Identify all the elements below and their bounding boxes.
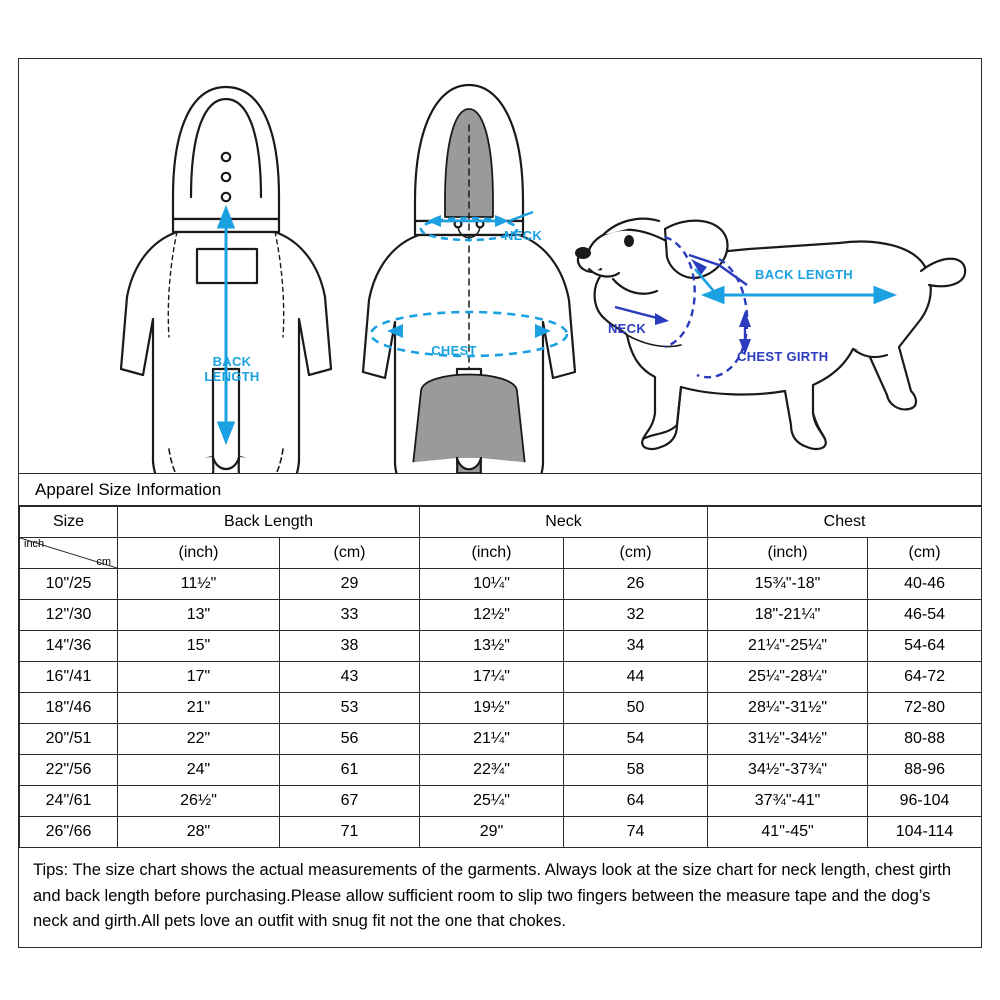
cell-chest-inch: 21¼"-25¼": [708, 631, 868, 662]
size-table: [19, 506, 982, 848]
cell-chest-cm: 64-72: [868, 662, 982, 693]
cell-size: 20"/51: [20, 724, 118, 755]
unit-corner-cell: [20, 538, 118, 569]
cell-chest-cm: 40-46: [868, 569, 982, 600]
size-chart-sheet: [18, 58, 982, 948]
tips-block: [19, 848, 981, 935]
cell-neck-cm: 26: [564, 569, 708, 600]
dog-neck-label: NECK: [607, 321, 647, 336]
cell-neck-inch: 10¼": [420, 569, 564, 600]
header-back-length: Back Length: [118, 507, 420, 538]
cell-back-cm: 61: [280, 755, 420, 786]
cell-chest-cm: 54-64: [868, 631, 982, 662]
cell-back-inch: 26½": [118, 786, 280, 817]
cell-chest-inch: 31½"-34½": [708, 724, 868, 755]
dog-chest-girth-label: CHEST GIRTH: [737, 349, 829, 364]
cell-neck-inch: 17¼": [420, 662, 564, 693]
subheader-chest-cm: (cm): [868, 538, 982, 569]
subheader-back-inch: (inch): [118, 538, 280, 569]
back-chest-label: CHEST: [431, 343, 477, 358]
table-row: [20, 817, 982, 848]
cell-size: 24"/61: [20, 786, 118, 817]
table-row: [20, 786, 982, 817]
table-row: [20, 600, 982, 631]
cell-neck-inch: 13½": [420, 631, 564, 662]
cell-size: 14"/36: [20, 631, 118, 662]
cell-back-cm: 53: [280, 693, 420, 724]
cell-neck-cm: 54: [564, 724, 708, 755]
cell-neck-inch: 19½": [420, 693, 564, 724]
cell-size: 22"/56: [20, 755, 118, 786]
cell-chest-inch: 18"-21¼": [708, 600, 868, 631]
unit-cm-label: cm: [96, 556, 111, 568]
back-neck-label: NECK: [503, 228, 543, 243]
cell-chest-inch: 34½"-37¾": [708, 755, 868, 786]
cell-back-cm: 43: [280, 662, 420, 693]
cell-size: 26"/66: [20, 817, 118, 848]
cell-size: 16"/41: [20, 662, 118, 693]
cell-neck-cm: 32: [564, 600, 708, 631]
cell-neck-inch: 12½": [420, 600, 564, 631]
cell-neck-inch: 29": [420, 817, 564, 848]
cell-size: 12"/30: [20, 600, 118, 631]
table-row: [20, 631, 982, 662]
cell-back-cm: 71: [280, 817, 420, 848]
cell-size: 18"/46: [20, 693, 118, 724]
cell-chest-inch: 37¾"-41": [708, 786, 868, 817]
table-row: [20, 569, 982, 600]
cell-back-cm: 56: [280, 724, 420, 755]
cell-neck-inch: 25¼": [420, 786, 564, 817]
cell-back-cm: 67: [280, 786, 420, 817]
table-row: [20, 755, 982, 786]
cell-size: 10"/25: [20, 569, 118, 600]
table-group-header-row: [20, 507, 982, 538]
cell-chest-inch: 25¼"-28¼": [708, 662, 868, 693]
cell-back-inch: 17": [118, 662, 280, 693]
cell-neck-inch: 22¾": [420, 755, 564, 786]
cell-back-cm: 29: [280, 569, 420, 600]
cell-back-inch: 24": [118, 755, 280, 786]
subheader-neck-inch: (inch): [420, 538, 564, 569]
cell-chest-inch: 41"-45": [708, 817, 868, 848]
cell-back-inch: 21": [118, 693, 280, 724]
cell-back-inch: 22": [118, 724, 280, 755]
table-unit-header-row: [20, 538, 982, 569]
cell-neck-cm: 34: [564, 631, 708, 662]
table-row: [20, 693, 982, 724]
cell-back-cm: 33: [280, 600, 420, 631]
cell-back-inch: 28": [118, 817, 280, 848]
header-chest: Chest: [708, 507, 982, 538]
table-row: [20, 724, 982, 755]
cell-neck-cm: 58: [564, 755, 708, 786]
cell-back-inch: 15": [118, 631, 280, 662]
cell-neck-cm: 44: [564, 662, 708, 693]
header-size: Size: [20, 507, 118, 538]
cell-chest-cm: 46-54: [868, 600, 982, 631]
header-neck: Neck: [420, 507, 708, 538]
unit-inch-label: inch: [24, 538, 45, 550]
cell-chest-cm: 96-104: [868, 786, 982, 817]
cell-chest-cm: 88-96: [868, 755, 982, 786]
cell-back-inch: 11½": [118, 569, 280, 600]
cell-neck-cm: 50: [564, 693, 708, 724]
cell-chest-inch: 28¼"-31½": [708, 693, 868, 724]
cell-neck-cm: 74: [564, 817, 708, 848]
tips-lead-label: Tips:: [33, 861, 69, 879]
cell-chest-cm: 80-88: [868, 724, 982, 755]
subheader-neck-cm: (cm): [564, 538, 708, 569]
table-row: [20, 662, 982, 693]
subheader-chest-inch: (inch): [708, 538, 868, 569]
dog-back-length-label: BACK LENGTH: [755, 267, 853, 282]
cell-chest-cm: 104-114: [868, 817, 982, 848]
cell-chest-inch: 15¾"-18": [708, 569, 868, 600]
illustration-band: [19, 59, 981, 474]
front-back-length-label: BACK LENGTH: [204, 354, 260, 384]
subheader-back-cm: (cm): [280, 538, 420, 569]
cell-chest-cm: 72-80: [868, 693, 982, 724]
cell-neck-inch: 21¼": [420, 724, 564, 755]
table-caption: Apparel Size Information: [19, 474, 981, 506]
dog-measurement-illustration: [569, 159, 969, 469]
tips-text: The size chart shows the actual measurements of the garments. Always look at the size chart for neck length, chest girth and back length before purchasing.Please allow sufficient room to slip two fingers between the measure tape and the dog’s neck and girth.All pets love an outfit with snug fit not the one that chokes.: [33, 861, 952, 931]
cell-neck-cm: 64: [564, 786, 708, 817]
cell-back-inch: 13": [118, 600, 280, 631]
cell-back-cm: 38: [280, 631, 420, 662]
